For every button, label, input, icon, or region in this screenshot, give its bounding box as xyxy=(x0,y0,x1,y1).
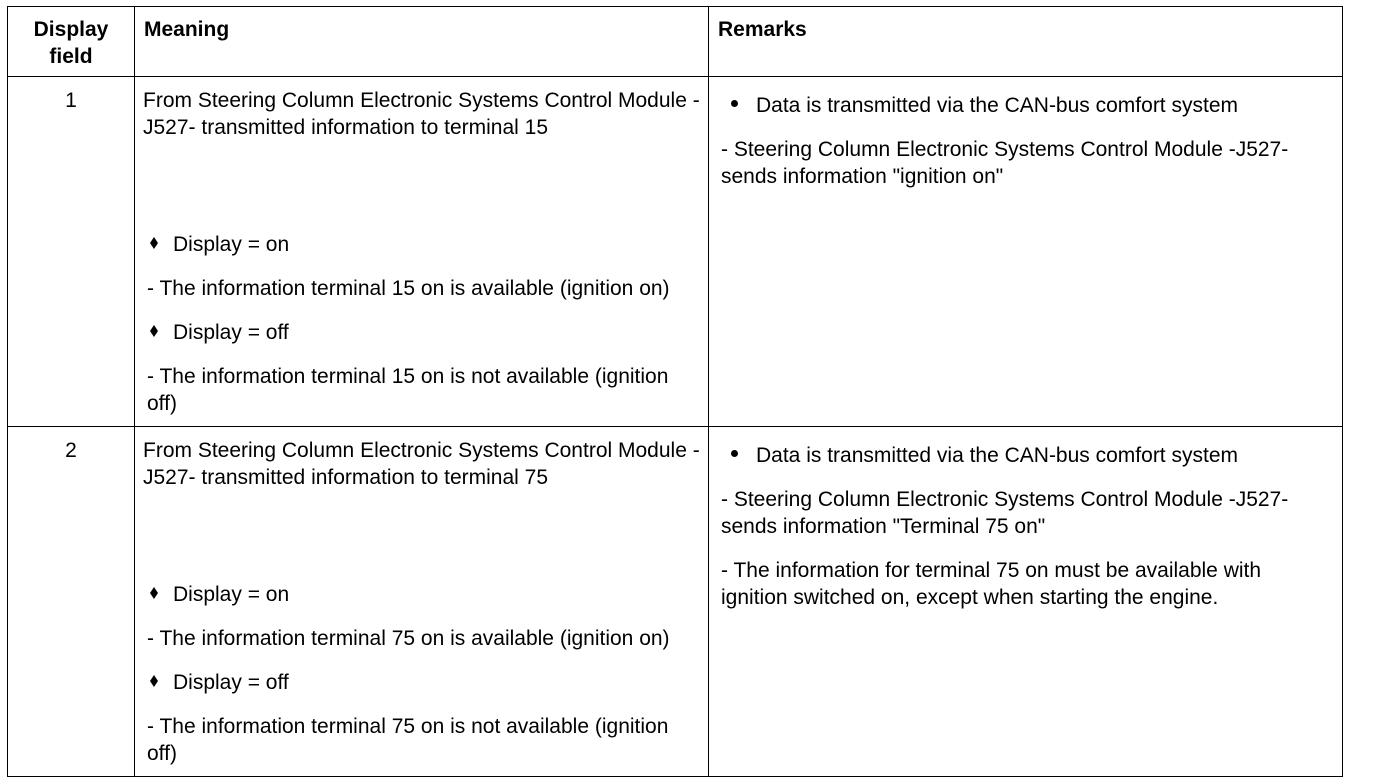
remarks-cell xyxy=(709,427,1343,777)
display-on-description: - The information terminal 15 on is available (ignition on) xyxy=(147,277,670,300)
table-header-row xyxy=(8,7,1343,77)
remark-text: - Steering Column Electronic Systems Control Module -J527- sends information "ignition on" xyxy=(721,138,1289,188)
display-on-item xyxy=(150,581,702,608)
header-display-field-line2: field xyxy=(49,45,93,68)
display-off-label: Display = off xyxy=(173,671,289,694)
diamond-bullet-icon xyxy=(150,675,158,687)
bullet-dot-icon xyxy=(731,450,738,457)
display-on-description: - The information terminal 75 on is available (ignition on) xyxy=(147,627,670,650)
remark-bullet-item xyxy=(721,92,1332,119)
table-row xyxy=(8,77,1343,427)
display-on-item xyxy=(150,231,702,258)
diamond-bullet-icon xyxy=(150,325,158,337)
remarks-cell xyxy=(709,77,1343,427)
header-remarks: Remarks xyxy=(709,7,1343,77)
diamond-bullet-icon xyxy=(150,237,158,249)
display-off-description: - The information terminal 75 on is not available (ignition off) xyxy=(147,715,669,765)
remark-bullet-text: Data is transmitted via the CAN-bus comfort system xyxy=(756,94,1238,117)
remark-text: - Steering Column Electronic Systems Control Module -J527- sends information "Terminal 75 on" xyxy=(721,488,1289,538)
display-field-number: 2 xyxy=(8,427,135,777)
display-off-item xyxy=(150,669,702,696)
header-meaning: Meaning xyxy=(135,7,709,77)
header-display-field xyxy=(8,7,135,77)
bullet-dot-icon xyxy=(731,100,738,107)
meaning-title: From Steering Column Electronic Systems Control Module -J527- transmitted information to terminal 75 xyxy=(143,439,700,489)
display-off-description: - The information terminal 15 on is not available (ignition off) xyxy=(147,365,669,415)
display-field-table xyxy=(7,6,1343,777)
display-off-item xyxy=(150,319,702,346)
remark-bullet-text: Data is transmitted via the CAN-bus comfort system xyxy=(756,444,1238,467)
table-row xyxy=(8,427,1343,777)
display-off-label: Display = off xyxy=(173,321,289,344)
display-on-label: Display = on xyxy=(173,583,290,606)
remark-text: - The information for terminal 75 on must be available with ignition switched on, except when starting the engine. xyxy=(721,559,1262,609)
remark-bullet-item xyxy=(721,442,1332,469)
meaning-cell xyxy=(135,77,709,427)
header-display-field-line1: Display xyxy=(33,18,109,41)
display-on-label: Display = on xyxy=(173,233,290,256)
meaning-title: From Steering Column Electronic Systems Control Module -J527- transmitted information to terminal 15 xyxy=(143,89,700,139)
diamond-bullet-icon xyxy=(150,587,158,599)
display-field-number: 1 xyxy=(8,77,135,427)
meaning-cell xyxy=(135,427,709,777)
